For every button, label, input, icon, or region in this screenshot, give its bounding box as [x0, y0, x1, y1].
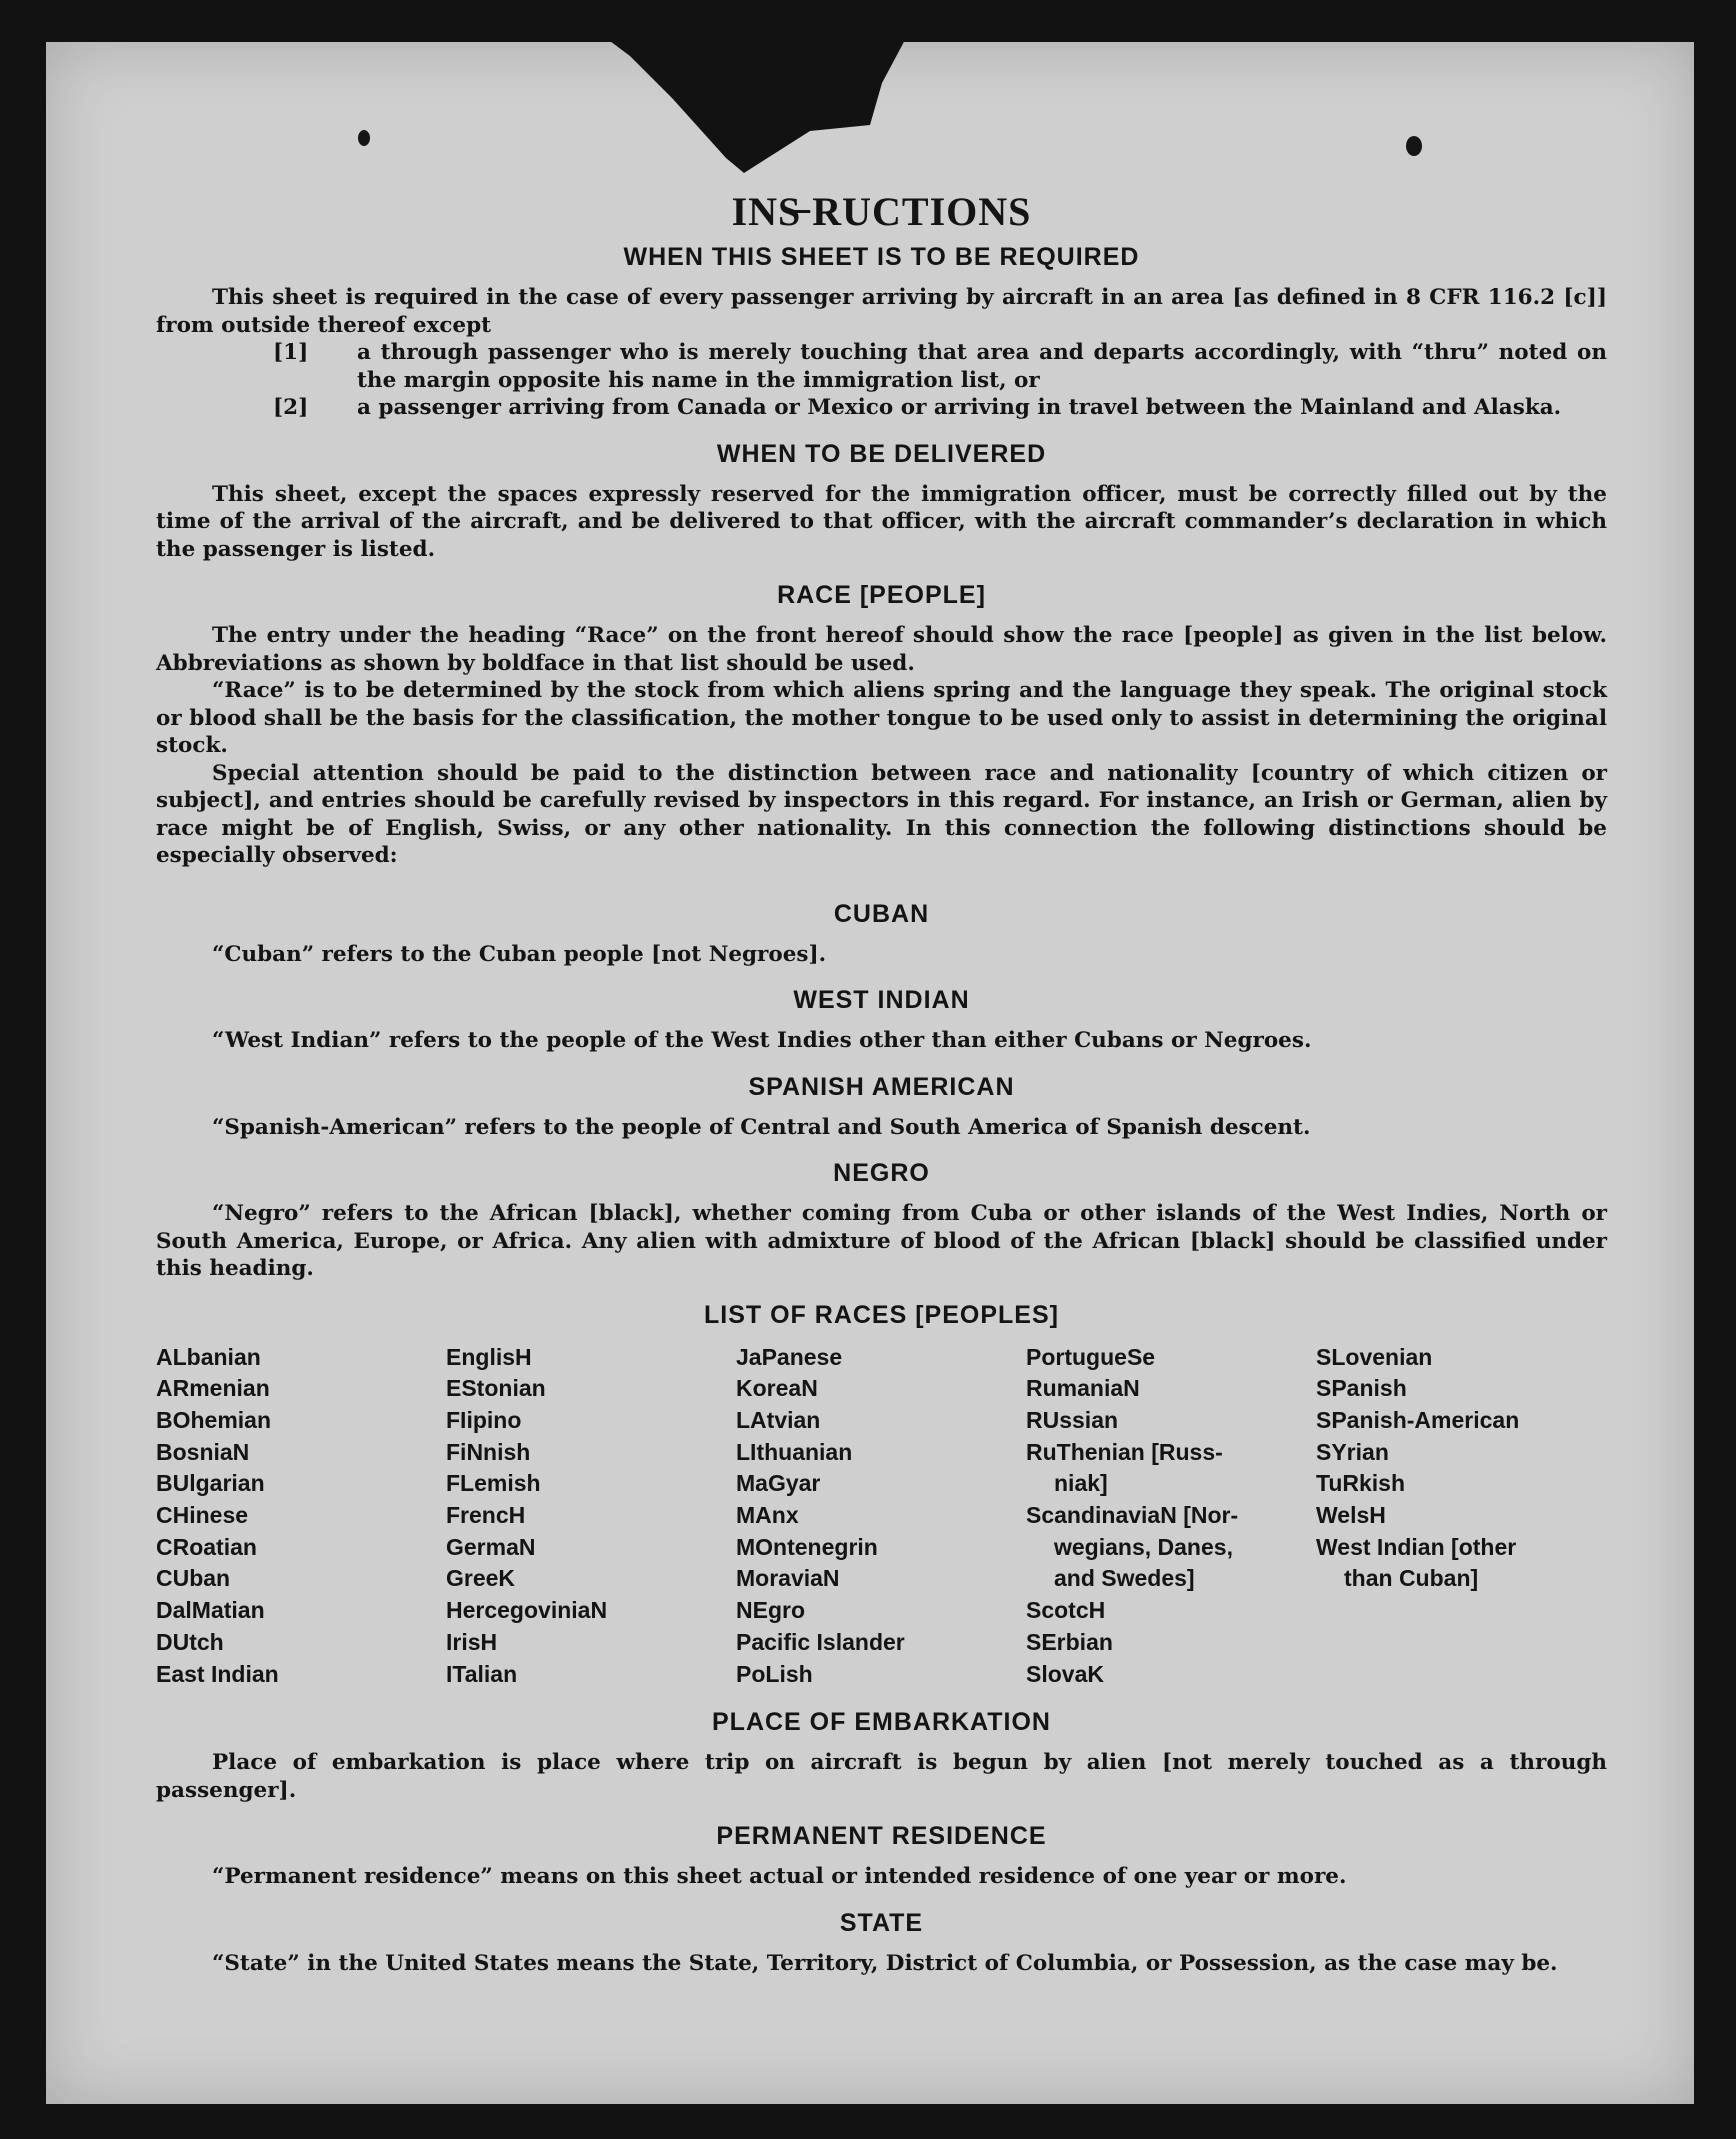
- section-paragraph: “Race” is to be determined by the stock from which aliens spring and the language they speak. The original stock or blood shall be the basis for the classification, the mother tongue to be used only to assist in determining the original stock.: [156, 678, 1607, 758]
- race-item: RUssian: [1026, 1406, 1119, 1433]
- race-item: MoraviaN: [736, 1565, 840, 1592]
- race-item: ScandinaviaN [Nor-: [1026, 1502, 1239, 1529]
- section-paragraph: “Cuban” refers to the Cuban people [not Negroes].: [212, 941, 827, 967]
- section-heading: NEGRO: [833, 1159, 930, 1187]
- race-item: BosniaN: [156, 1438, 250, 1465]
- section-paragraph: This sheet is required in the case of every passenger arriving by aircraft in an area [as defined in 8 CFR 116.2 [c]] from outside thereof except: [156, 285, 1607, 338]
- race-item: RumaniaN: [1026, 1375, 1140, 1402]
- section-heading: STATE: [839, 1908, 924, 1937]
- race-item: RuThenian [Russ-: [1026, 1438, 1223, 1465]
- races-column: [1316, 1342, 1596, 1691]
- exceptions-list: [156, 339, 1607, 422]
- section-heading: WHEN THIS SHEET IS TO BE REQUIRED: [623, 243, 1140, 271]
- race-item: GermaN: [446, 1533, 536, 1560]
- race-item: East Indian: [156, 1660, 279, 1687]
- race-item: than Cuban]: [1344, 1565, 1479, 1592]
- races-column: [1026, 1342, 1316, 1691]
- race-item: NEgro: [736, 1597, 805, 1624]
- section-heading: LIST OF RACES [PEOPLES]: [704, 1300, 1059, 1329]
- section-paragraph: “State” in the United States means the State, Territory, District of Columbia, or Possession, as the case may be.: [212, 1950, 1558, 1976]
- race-item: SYrian: [1316, 1438, 1389, 1465]
- ink-spot: [358, 130, 370, 146]
- section-paragraph: Special attention should be paid to the distinction between race and nationality [country of which citizen or subject], and entries should be carefully revised by inspectors in this regard. For instance, an Irish or German, alien by race might be of English, Swiss, or any other nationality. In this connection the following distinctions should be especially observed:: [156, 760, 1607, 868]
- race-item: HercegoviniaN: [446, 1597, 608, 1624]
- race-item: West Indian [other: [1316, 1533, 1517, 1560]
- section-heading: WHEN TO BE DELIVERED: [716, 439, 1047, 468]
- race-item: ITalian: [446, 1660, 518, 1687]
- races-column: [156, 1342, 446, 1691]
- section-paragraph: “West Indian” refers to the people of the West Indies other than either Cubans or Negroes.: [212, 1028, 1312, 1053]
- races-column: [736, 1342, 1026, 1691]
- race-item: LIthuanian: [736, 1438, 853, 1465]
- races-list: [156, 1342, 1607, 1691]
- race-item: CHinese: [156, 1502, 249, 1529]
- race-item: and Swedes]: [1054, 1565, 1195, 1592]
- race-item: FLemish: [446, 1470, 541, 1497]
- ink-spot: [1406, 136, 1422, 156]
- page-title: INS̶ RUCTIONS: [731, 189, 1032, 234]
- section-paragraph: “Negro” refers to the African [black], whether coming from Cuba or other islands of the West Indies, North or South America, Europe, or Africa. Any alien with admixture of blood of the African [black] should be classified under this heading.: [156, 1201, 1607, 1281]
- torn-corner: [606, 38, 906, 188]
- race-item: niak]: [1054, 1470, 1108, 1497]
- race-item: GreeK: [446, 1565, 516, 1592]
- race-item: LAtvian: [736, 1406, 821, 1433]
- race-item: DalMatian: [156, 1597, 265, 1624]
- race-item: TuRkish: [1316, 1470, 1406, 1497]
- race-item: PoLish: [736, 1660, 813, 1687]
- section-paragraph: Place of embarkation is place where trip on aircraft is begun by alien [not merely touched as a through passenger].: [156, 1750, 1607, 1803]
- exception-item: [273, 339, 1607, 394]
- exception-number: [2]: [273, 395, 309, 420]
- section-paragraph: This sheet, except the spaces expressly reserved for the immigration officer, must be correctly filled out by the time of the arrival of the aircraft, and be delivered to that officer, with the aircraft commander’s declaration in which the passenger is listed.: [156, 481, 1607, 562]
- section-paragraph: “Spanish-American” refers to the people of Central and South America of Spanish descent.: [212, 1114, 1311, 1140]
- section-heading: SPANISH AMERICAN: [748, 1072, 1015, 1101]
- race-item: MaGyar: [736, 1470, 821, 1497]
- race-item: ARmenian: [156, 1375, 270, 1402]
- race-item: WelsH: [1316, 1502, 1386, 1529]
- instruction-sheet: [46, 42, 1694, 2104]
- race-item: SPanish-American: [1316, 1406, 1520, 1433]
- race-item: SLovenian: [1316, 1343, 1433, 1370]
- race-item: MAnx: [736, 1502, 799, 1529]
- race-item: ScotcH: [1026, 1597, 1106, 1624]
- race-item: JaPanese: [736, 1343, 843, 1370]
- race-item: SlovaK: [1026, 1660, 1104, 1687]
- section-paragraph: The entry under the heading “Race” on the front hereof should show the race [people] as given in the list below. Abbreviations as shown by boldface in that list should be used.: [156, 623, 1607, 676]
- section-heading: RACE [PEOPLE]: [777, 581, 986, 609]
- race-item: SErbian: [1026, 1628, 1113, 1655]
- race-item: EnglisH: [446, 1343, 532, 1370]
- section-heading: PERMANENT RESIDENCE: [716, 1822, 1047, 1851]
- section-paragraph: “Permanent residence” means on this sheet actual or intended residence of one year or more.: [212, 1864, 1347, 1890]
- race-item: MOntenegrin: [736, 1533, 878, 1560]
- race-item: BUlgarian: [156, 1470, 265, 1497]
- exception-text: a through passenger who is merely touching that area and departs accordingly, with “thru” noted on the margin opposite his name in the immigration list, or: [357, 340, 1607, 393]
- race-item: Pacific Islander: [736, 1628, 905, 1655]
- exception-number: [1]: [273, 340, 309, 365]
- race-item: IrisH: [446, 1628, 498, 1655]
- race-item: wegians, Danes,: [1054, 1533, 1233, 1560]
- race-item: PortugueSe: [1026, 1343, 1156, 1370]
- race-item: SPanish: [1316, 1375, 1407, 1402]
- section-heading: PLACE OF EMBARKATION: [712, 1708, 1051, 1737]
- race-item: CRoatian: [156, 1533, 257, 1560]
- race-item: EStonian: [446, 1375, 546, 1402]
- race-item: DUtch: [156, 1628, 224, 1655]
- race-item: ALbanian: [156, 1343, 261, 1370]
- race-item: FrencH: [446, 1502, 526, 1529]
- section-heading: CUBAN: [833, 899, 930, 928]
- race-item: FiNnish: [446, 1438, 531, 1465]
- race-item: CUban: [156, 1565, 231, 1592]
- exception-item: [273, 394, 1607, 422]
- race-item: BOhemian: [156, 1406, 272, 1433]
- races-column: [446, 1342, 736, 1691]
- race-item: KoreaN: [736, 1375, 818, 1402]
- race-item: FIipino: [446, 1406, 522, 1433]
- exception-text: a passenger arriving from Canada or Mexico or arriving in travel between the Mainland and Alaska.: [357, 395, 1562, 420]
- section-heading: WEST INDIAN: [793, 986, 970, 1014]
